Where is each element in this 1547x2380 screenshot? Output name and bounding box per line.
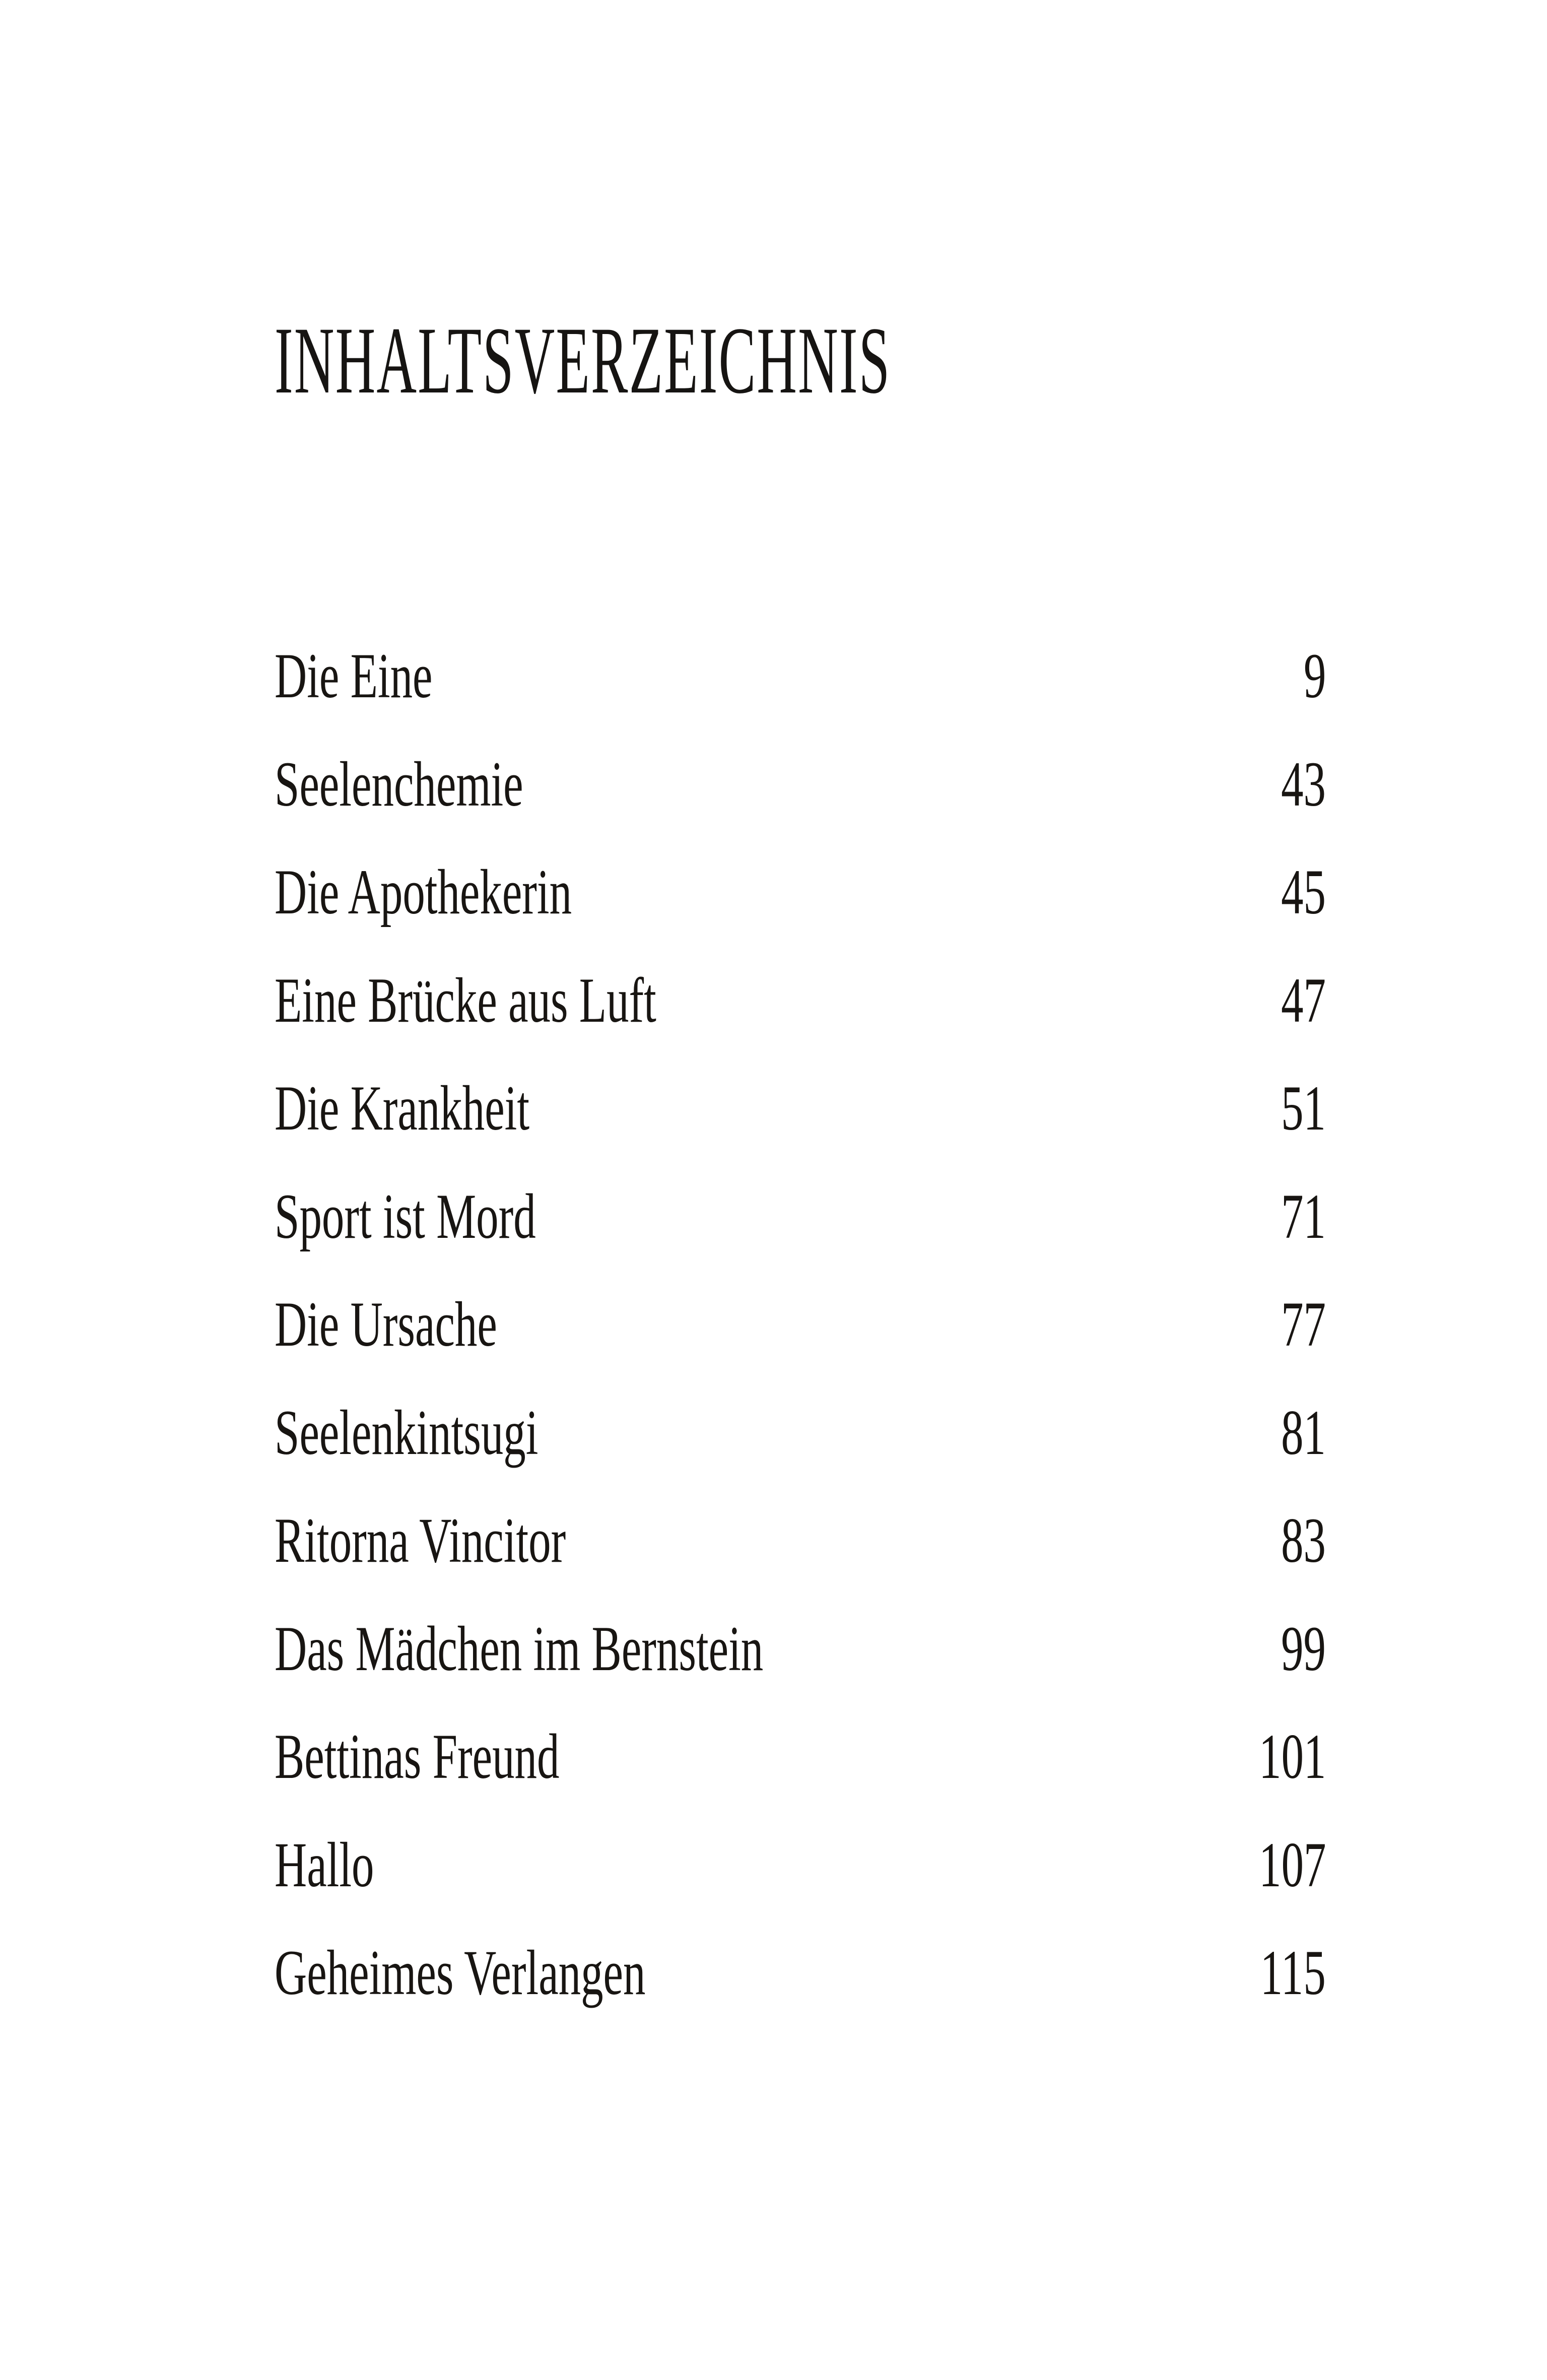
toc-entry-page: 9 bbox=[1303, 641, 1326, 711]
toc-row bbox=[275, 857, 1326, 969]
toc-entry-label: Die Ursache bbox=[275, 1289, 497, 1360]
toc-row bbox=[275, 641, 1326, 753]
toc-entry-label: Ritorna Vincitor bbox=[275, 1505, 566, 1576]
toc-entry-page: 47 bbox=[1281, 965, 1326, 1036]
toc-entry-page: 101 bbox=[1258, 1722, 1326, 1792]
toc-entry-page: 43 bbox=[1281, 749, 1326, 820]
toc-row bbox=[275, 1181, 1326, 1293]
toc-entry-label: Die Krankheit bbox=[275, 1073, 530, 1144]
toc-entry-page: 99 bbox=[1281, 1613, 1326, 1684]
toc-row bbox=[275, 1397, 1326, 1509]
toc-entry-page: 115 bbox=[1260, 1938, 1326, 2008]
toc-entry-label: Eine Brücke aus Luft bbox=[275, 965, 656, 1036]
toc-row bbox=[275, 1829, 1326, 1942]
toc-entry-label: Seelenkintsugi bbox=[275, 1397, 539, 1468]
toc-heading: INHALTSVERZEICHNIS bbox=[275, 308, 891, 414]
toc-entry-label: Hallo bbox=[275, 1829, 374, 1900]
toc-entry-page: 45 bbox=[1281, 857, 1326, 928]
toc-row bbox=[275, 1289, 1326, 1401]
toc-entry-label: Geheimes Verlangen bbox=[275, 1938, 646, 2008]
toc-entry-page: 77 bbox=[1281, 1289, 1326, 1360]
toc-entry-page: 51 bbox=[1281, 1073, 1326, 1144]
toc-row bbox=[275, 749, 1326, 861]
toc-row bbox=[275, 1073, 1326, 1185]
toc-entry-label: Das Mädchen im Bernstein bbox=[275, 1613, 764, 1684]
toc-entry-page: 83 bbox=[1281, 1505, 1326, 1576]
toc-row bbox=[275, 1722, 1326, 1833]
toc-entry-page: 71 bbox=[1281, 1181, 1326, 1252]
toc-entry-label: Bettinas Freund bbox=[275, 1722, 560, 1792]
toc-list bbox=[275, 641, 1326, 2050]
toc-entry-page: 81 bbox=[1281, 1397, 1326, 1468]
toc-entry-page: 107 bbox=[1258, 1829, 1326, 1900]
toc-row bbox=[275, 1938, 1326, 2050]
toc-row bbox=[275, 965, 1326, 1077]
toc-entry-label: Die Eine bbox=[275, 641, 433, 711]
toc-row bbox=[275, 1613, 1326, 1726]
toc-entry-label: Sport ist Mord bbox=[275, 1181, 536, 1252]
toc-entry-label: Die Apothekerin bbox=[275, 857, 572, 928]
toc-entry-label: Seelenchemie bbox=[275, 749, 523, 820]
toc-row bbox=[275, 1505, 1326, 1617]
